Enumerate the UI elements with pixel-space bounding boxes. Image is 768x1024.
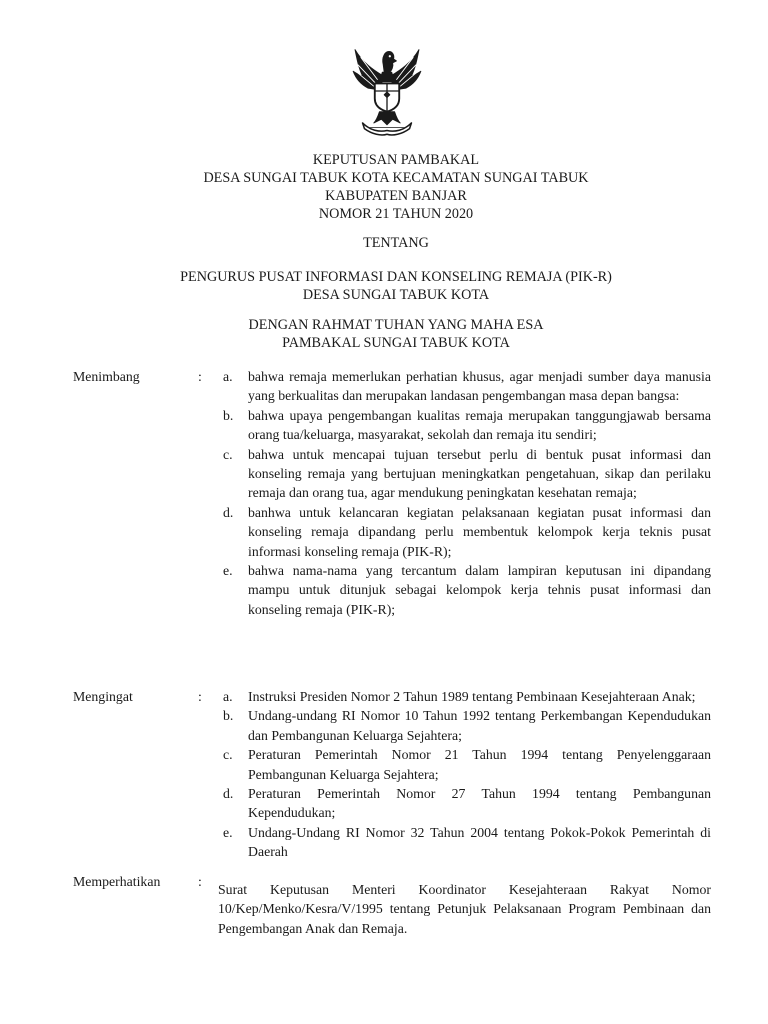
- item-marker: e.: [223, 824, 233, 840]
- list-item: [218, 784, 711, 823]
- memperhatikan-colon: :: [198, 874, 202, 889]
- menimbang-label: Menimbang: [73, 369, 140, 384]
- menimbang-list: [218, 367, 711, 619]
- subject-line: DESA SUNGAI TABUK KOTA: [302, 287, 490, 303]
- item-marker: a.: [223, 369, 233, 384]
- item-text: bahwa nama-nama yang tercantum dalam lampiran keputusan ini dipandang mampu untuk ditunjuk sebagai kelompok kerja tehnis pusat informasi dan konseling remaja (PIK-R);: [248, 563, 711, 617]
- title-line: KABUPATEN BANJAR: [325, 188, 467, 204]
- item-marker: b.: [223, 407, 234, 423]
- mengingat-colon: :: [198, 689, 202, 704]
- item-marker: d.: [223, 504, 234, 520]
- item-marker: b.: [223, 708, 234, 724]
- item-text: banhwa untuk kelancaran kegiatan pelaksanaan kegiatan pusat informasi dan konseling remaja dipandang perlu membentuk kelompok kerja teknis pusat informasi konseling remaja (PIK-R);: [248, 504, 711, 559]
- list-item: [218, 706, 711, 745]
- garuda-emblem-icon: [349, 44, 425, 138]
- item-text: bahwa remaja memerlukan perhatian khusus, agar menjadi sumber daya manusia yang berkualitas dan merupakan landasan pengembangan masa depan bangsa:: [248, 369, 711, 404]
- item-marker: c.: [223, 747, 233, 763]
- tentang-text: TENTANG: [363, 235, 429, 251]
- item-text: Undang-undang RI Nomor 10 Tahun 1992 tentang Perkembangan Kependudukan dan Pembangunan Keluarga Sejahtera;: [248, 708, 711, 743]
- item-text: Instruksi Presiden Nomor 2 Tahun 1989 tentang Pembinaan Kesejahteraan Anak;: [248, 689, 696, 704]
- mengingat-label: Mengingat: [73, 689, 133, 704]
- menimbang-colon: :: [198, 369, 202, 384]
- title-line: NOMOR 21 TAHUN 2020: [318, 206, 474, 222]
- item-marker: c.: [223, 446, 233, 462]
- preamble: [60, 316, 732, 352]
- list-item: [218, 406, 711, 445]
- preamble-line: PAMBAKAL SUNGAI TABUK KOTA: [282, 335, 510, 351]
- memperhatikan-label: Memperhatikan: [73, 874, 161, 889]
- item-text: Peraturan Pemerintah Nomor 27 Tahun 1994 tentang Pembangunan Kependudukan;: [248, 786, 711, 821]
- item-text: bahwa upaya pengembangan kualitas remaja merupakan tanggungjawab bersama orang tua/keluarga, masyarakat, sekolah dan remaja itu sendiri;: [248, 407, 711, 443]
- item-text: bahwa untuk mencapai tujuan tersebut perlu di bentuk pusat informasi dan konseling remaja yang bertujuan meningkatkan pengetahuan, sikap dan perilaku remaja dan orang tua, agar mendukung peningkatan kesehatan remaja;: [248, 446, 711, 501]
- title-line: DESA SUNGAI TABUK KOTA KECAMATAN SUNGAI TABUK: [203, 170, 589, 186]
- decree-subject: [60, 268, 732, 304]
- memperhatikan-text: Surat Keputusan Menteri Koordinator Kesejahteraan Rakyat Nomor 10/Kep/Menko/Kesra/V/1995 tentang Petunjuk Pelaksanaan Program Pembinaan dan Pengembangan Anak dan Remaja.: [218, 882, 711, 936]
- subject-line: PENGURUS PUSAT INFORMASI DAN KONSELING REMAJA (PIK-R): [180, 269, 612, 285]
- item-marker: e.: [223, 563, 233, 579]
- list-item: [218, 687, 711, 706]
- tentang-heading: [60, 234, 732, 252]
- list-item: [218, 367, 711, 406]
- item-marker: a.: [223, 689, 233, 704]
- list-item: [218, 745, 711, 784]
- list-item: [218, 561, 711, 619]
- decree-title: [60, 151, 732, 223]
- list-item: [218, 823, 711, 862]
- list-item: [218, 503, 711, 561]
- item-marker: d.: [223, 786, 234, 802]
- preamble-line: DENGAN RAHMAT TUHAN YANG MAHA ESA: [248, 317, 544, 333]
- item-text: Undang-Undang RI Nomor 32 Tahun 2004 tentang Pokok-Pokok Pemerintah di Daerah: [248, 824, 711, 860]
- item-text: Peraturan Pemerintah Nomor 21 Tahun 1994 tentang Penyelenggaraan Pembangunan Keluarga Sejahtera;: [248, 747, 711, 782]
- mengingat-list: [218, 687, 711, 862]
- title-line: KEPUTUSAN PAMBAKAL: [312, 152, 480, 168]
- list-item: [218, 445, 711, 503]
